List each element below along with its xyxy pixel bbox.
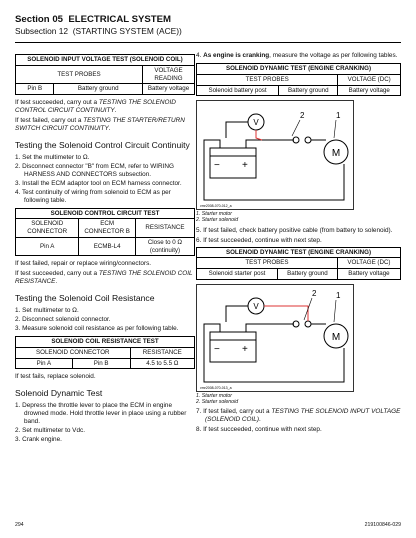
subsection-number: Subsection 12: [15, 25, 69, 36]
dynamic-test-table-1: [196, 63, 401, 96]
text: If test succeeded, carry out a: [15, 99, 99, 106]
column-header: RESISTANCE: [130, 347, 194, 358]
diagram-frame: [197, 284, 354, 391]
section-number: Section 05: [15, 14, 63, 25]
motor-label: M: [331, 148, 341, 160]
text: .: [258, 416, 261, 424]
solenoid-input-voltage-table: [15, 54, 195, 95]
step: 8. If test succeeded, continue with next step.: [196, 426, 322, 434]
section-heading: Solenoid Dynamic Test: [15, 388, 103, 399]
table-title: SOLENOID DYNAMIC TEST (ENGINE CRANKING): [197, 247, 401, 258]
procedure-steps: [15, 154, 195, 205]
table-title: SOLENOID COIL RESISTANCE TEST: [16, 337, 195, 348]
figure-code: vmr2008-070-013_a: [200, 385, 232, 390]
table-cell: Pin B: [16, 84, 54, 95]
step: 2. Disconnect solenoid connector.: [15, 316, 111, 324]
left-column: [15, 52, 195, 445]
text: , measure the voltage as per following tables.: [269, 52, 398, 59]
section-title: ELECTRICAL SYSTEM: [68, 14, 172, 25]
step: 3. Measure solenoid coil resistance as per following table.: [15, 325, 179, 333]
table-title: SOLENOID INPUT VOLTAGE TEST (SOLENOID COIL): [16, 55, 195, 66]
table-cell: ECMB-L4: [79, 237, 136, 256]
section-heading: [15, 14, 401, 26]
step: 3. Install the ECM adaptor tool on ECM harness connector.: [15, 179, 182, 187]
page-footer: [15, 522, 401, 529]
step: [196, 52, 401, 60]
dynamic-test-table-2: [196, 247, 401, 280]
cross-reference: TESTING THE SOLENOID CONTROL CIRCUIT CONTINUITY: [15, 99, 176, 114]
callout-2: 2: [300, 111, 305, 121]
step: [196, 408, 401, 424]
text: .: [114, 107, 117, 114]
figure-code: vmr2008-070-012_a: [200, 204, 232, 209]
voltmeter-label: V: [253, 118, 259, 128]
table-cell: Pin B: [72, 358, 130, 369]
header-divider: [15, 42, 401, 43]
column-header: TEST PROBES: [16, 65, 143, 84]
step: 6. If test succeeded, continue with next step.: [196, 236, 322, 244]
section-heading: Testing the Solenoid Coil Resistance: [15, 293, 155, 304]
column-header: VOLTAGE READING: [143, 65, 195, 84]
step: 2. Set multimeter to Vdc.: [15, 427, 85, 435]
column-header: VOLTAGE (DC): [337, 258, 400, 269]
subsection-heading: [15, 26, 401, 37]
table-cell: Battery voltage: [338, 85, 401, 96]
caption-item: 1. Starter motor: [196, 392, 233, 399]
subsection-title: (STARTING SYSTEM (ACE)): [72, 25, 182, 36]
cross-reference: TESTING THE SOLENOID INPUT VOLTAGE (SOLENOID COIL): [205, 408, 401, 424]
table-cell: Battery ground: [54, 84, 143, 95]
table-title: SOLENOID DYNAMIC TEST (ENGINE CRANKING): [197, 64, 401, 75]
step: 1. Set multimeter to Ω.: [15, 307, 79, 315]
battery-plus: +: [242, 343, 248, 355]
caption-item: 1. Starter motor: [196, 211, 233, 218]
table-cell: Battery voltage: [337, 269, 400, 280]
section-heading: Testing the Solenoid Control Circuit Continuity: [15, 140, 190, 150]
text: 7. If test failed, carry out a: [196, 408, 272, 416]
battery-minus: −: [214, 160, 220, 172]
table-cell: Battery ground: [279, 85, 338, 96]
step: 1. Depress the throttle lever to place the ECM in engine drowned mode. Hold throttle lever in place using a rubber band.: [15, 402, 187, 426]
paragraph: If test fails, replace solenoid.: [15, 373, 96, 381]
voltmeter-label: V: [253, 301, 259, 311]
document-code: 219100846-029: [364, 522, 401, 528]
battery-plus: +: [242, 160, 248, 172]
column-header: ECM CONNECTOR B: [79, 219, 136, 238]
table-cell: Close to 0 Ω (continuity): [135, 237, 194, 256]
step: 4. Test continuity of wiring from solenoid to ECM as per following table.: [15, 188, 171, 204]
page-number: 294: [15, 522, 24, 528]
callout-1: 1: [336, 290, 341, 300]
emphasis: As engine is cranking: [203, 52, 270, 59]
text: .: [55, 278, 58, 286]
step: 3. Crank engine.: [15, 436, 62, 444]
callout-1: 1: [336, 111, 341, 121]
table-cell: Solenoid starter post: [197, 269, 278, 280]
cross-reference: TESTING THE STARTER/RETURN SWITCH CIRCUIT CONTINUITY: [15, 117, 185, 132]
diagram-frame: [197, 101, 354, 210]
solenoid-control-circuit-table: [15, 208, 195, 257]
column-header: TEST PROBES: [197, 258, 338, 269]
paragraph: [15, 117, 195, 133]
table-cell: Pin A: [16, 237, 79, 256]
table-cell: 4.5 to 5.5 Ω: [130, 358, 194, 369]
paragraph: If test failed, repair or replace wiring/connectors.: [15, 260, 152, 268]
battery-minus: −: [214, 343, 220, 355]
column-header: SOLENOID CONNECTOR: [16, 347, 131, 358]
text: .: [108, 125, 111, 132]
column-header: TEST PROBES: [197, 74, 338, 85]
table-title: SOLENOID CONTROL CIRCUIT TEST: [16, 208, 195, 219]
step-number: 4.: [196, 52, 204, 59]
column-header: RESISTANCE: [135, 219, 194, 238]
table-cell: Pin A: [16, 358, 73, 369]
paragraph: [15, 270, 195, 286]
text: If test failed, carry out a: [15, 117, 84, 124]
text: If test succeeded, carry out a: [15, 270, 99, 278]
paragraph: [15, 99, 195, 115]
wiring-diagram-battery-post: [196, 100, 354, 210]
procedure-steps: [15, 402, 195, 444]
callout-2: 2: [312, 288, 317, 298]
page-header: [15, 14, 401, 36]
solenoid-coil-resistance-table: [15, 336, 195, 369]
column-header: SOLENOID CONNECTOR: [16, 219, 79, 238]
procedure-steps: [15, 307, 195, 333]
cross-reference: TESTING THE SOLENOID COIL RESISTANCE: [15, 270, 193, 286]
table-cell: Battery ground: [278, 269, 338, 280]
table-cell: Solenoid battery post: [197, 85, 279, 96]
column-header: VOLTAGE (DC): [338, 74, 401, 85]
wiring-diagram-starter-post: [196, 284, 354, 392]
step: 2. Disconnect connector "B" from ECM, refer to WIRING HARNESS AND CONNECTORS subsection.: [15, 162, 175, 178]
figure-caption: [196, 393, 401, 405]
caption-item: 2. Starter solenoid: [196, 217, 239, 224]
table-cell: Battery voltage: [143, 84, 195, 95]
figure-caption: [196, 211, 401, 223]
step: 5. If test failed, check battery positive cable (from battery to solenoid).: [196, 226, 393, 234]
caption-item: 2. Starter solenoid: [196, 399, 239, 406]
right-column: [196, 52, 401, 436]
motor-label: M: [331, 331, 341, 343]
step: 1. Set the multimeter to Ω.: [15, 153, 90, 161]
